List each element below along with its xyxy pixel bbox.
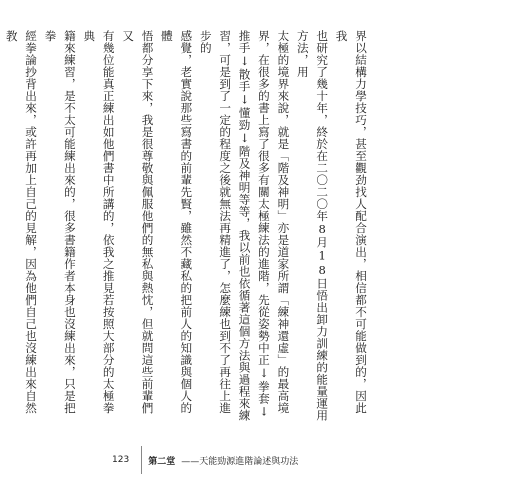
footer-divider [141,446,142,474]
body-text [0,30,370,425]
chapter-label: 第二堂 [148,456,176,467]
text-column: 界，在很多的書上寫了很多有關太極練法的進階，先從姿勢中正↓拳套↓ [256,30,271,419]
text-column: 也研究了幾十年，終於在二〇二〇年8月18日悟出卸力訓練的能量運用方法，用 [295,30,330,422]
text-column: 界以結構力學技巧，甚至觀劲找人配合演出，相信都不可能做到的，因此我 [334,30,368,414]
text-column: 習，可是到了一定的程度之後就無法再精進了，怎麼練也到不了再往上進步的 [198,30,233,414]
text-column: 感覺，老實說那些寫書的前輩先賢，雖然不藏私的把前人的知識與個人的體 [159,30,194,414]
page-number: 123 [112,455,130,465]
text-column: 推手↓散手↓懂勁↓階及神明等等，我以前也依循著這個方法與過程來練 [237,30,252,422]
text-column: 悟都分享下來，我是很尊敬與佩服他們的無私與熱忱，但就問這些前輩們又 [121,30,155,414]
page-footer [112,446,298,474]
text-column: 經拳論抄背出來，或許再加上自己的見解，因為他們自己也沒練出來自然教 [4,30,39,414]
text-column [0,30,1,425]
text-column: 籍來練習，是不太可能練出來的，很多書籍作者本身也沒練出來，只是把拳 [43,30,77,414]
chapter-title: ——天能勁源進階論述與功法 [181,456,299,467]
text-column: 有幾位能真正練出如他們書中所講的，依我之推見若按照大部分的太極拳典 [82,30,116,414]
text-column: 太極的境界來說，就是「階及神明」亦是道家所謂「練神還虛」的最高境 [276,30,291,414]
